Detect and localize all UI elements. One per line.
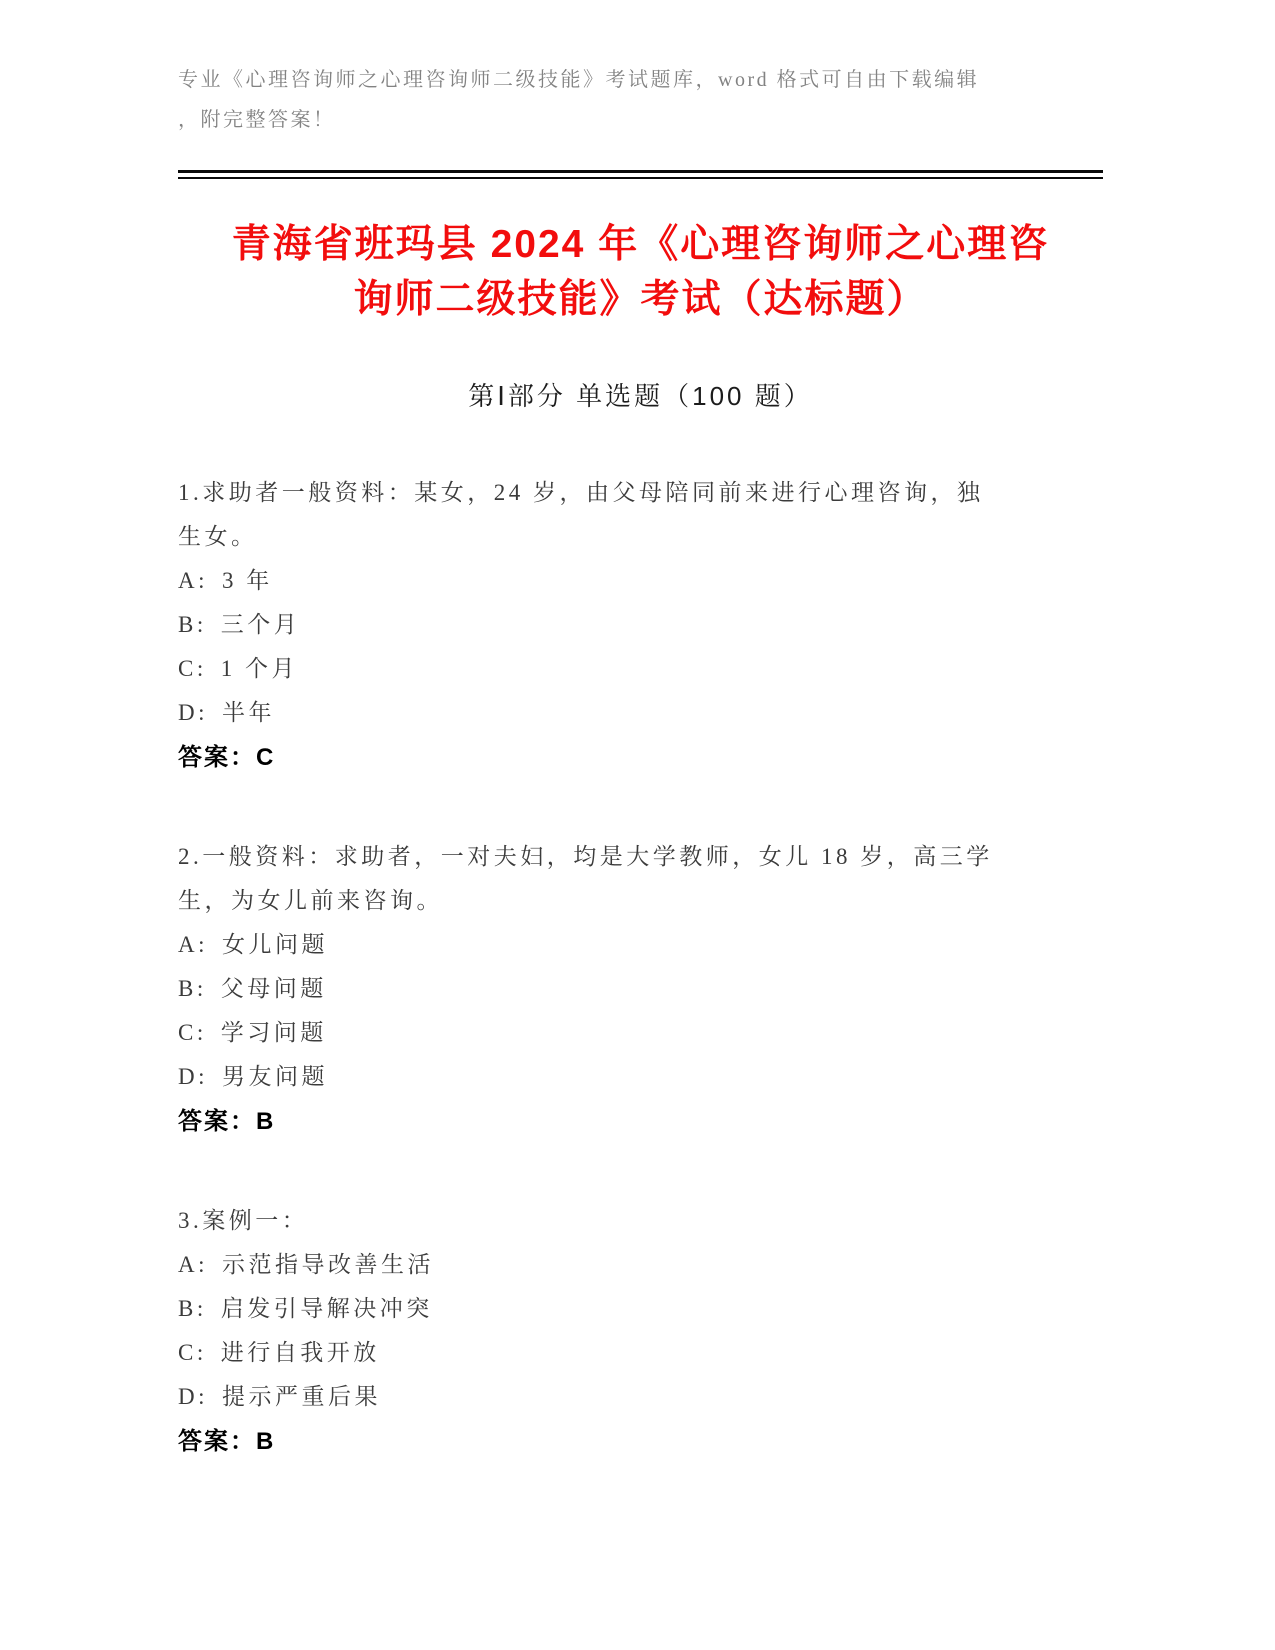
answer-prefix: 答案：: [178, 744, 256, 771]
option-text: 3 年: [222, 568, 273, 593]
option-row: [178, 1287, 1103, 1331]
answer-line: [178, 1419, 1103, 1465]
option-text: 父母问题: [220, 976, 327, 1001]
option-label: D:: [178, 700, 208, 725]
question-block: [178, 471, 1103, 781]
page-title-line: 青海省班玛县 2024 年《心理咨询师之心理咨: [231, 223, 1050, 266]
answer-prefix: 答案：: [178, 1108, 256, 1135]
option-label: A:: [178, 932, 208, 957]
option-text: 学习问题: [220, 1020, 327, 1045]
option-text: 女儿问题: [222, 932, 328, 957]
question-stem-line: 1.求助者一般资料：某女，24 岁，由父母陪同前来进行心理咨询，独: [178, 480, 984, 505]
option-label: C:: [178, 1020, 207, 1045]
question-list: [178, 471, 1103, 1465]
header-note: [178, 0, 1103, 140]
option-label: B:: [178, 976, 207, 1001]
option-text: 1 个月: [220, 656, 298, 681]
option-row: [178, 559, 1103, 603]
option-label: C:: [178, 656, 207, 681]
option-label: A:: [178, 568, 208, 593]
page-title: [178, 217, 1103, 327]
option-text: 男友问题: [222, 1064, 328, 1089]
header-divider-double-rule: [178, 170, 1103, 179]
section-heading: 第Ⅰ部分 单选题（100 题）: [468, 381, 813, 411]
option-row: [178, 1243, 1103, 1287]
answer-value: B: [256, 1108, 276, 1135]
option-label: D:: [178, 1064, 208, 1089]
option-text: 启发引导解决冲突: [220, 1296, 433, 1321]
option-label: D:: [178, 1384, 208, 1409]
option-label: A:: [178, 1252, 208, 1277]
option-row: [178, 923, 1103, 967]
question-stem-line: 生女。: [178, 524, 258, 549]
option-label: B:: [178, 1296, 207, 1321]
option-label: C:: [178, 1340, 207, 1365]
header-note-line: ，附完整答案！: [178, 109, 336, 131]
document-content-column: [178, 0, 1103, 1465]
answer-value: B: [256, 1428, 276, 1455]
option-row: [178, 1011, 1103, 1055]
option-row: [178, 967, 1103, 1011]
answer-value: C: [256, 744, 276, 771]
question-block: [178, 1199, 1103, 1465]
option-row: [178, 1055, 1103, 1099]
option-text: 三个月: [220, 612, 301, 637]
option-row: [178, 647, 1103, 691]
answer-line: [178, 735, 1103, 781]
question-stem-line: 生，为女儿前来咨询。: [178, 888, 443, 913]
option-row: [178, 603, 1103, 647]
answer-prefix: 答案：: [178, 1428, 256, 1455]
option-row: [178, 1375, 1103, 1419]
question-stem-line: 3.案例一：: [178, 1208, 309, 1233]
option-text: 半年: [222, 700, 275, 725]
option-text: 提示严重后果: [222, 1384, 381, 1409]
header-note-line: 专业《心理咨询师之心理咨询师二级技能》考试题库，word 格式可自由下载编辑: [178, 69, 980, 91]
answer-line: [178, 1099, 1103, 1145]
option-label: B:: [178, 612, 207, 637]
option-row: [178, 1331, 1103, 1375]
option-row: [178, 691, 1103, 735]
option-text: 进行自我开放: [220, 1340, 380, 1365]
page-title-line: 询师二级技能》考试（达标题）: [353, 278, 928, 321]
question-stem-line: 2.一般资料：求助者，一对夫妇，均是大学教师，女儿 18 岁，高三学: [178, 844, 993, 869]
option-text: 示范指导改善生活: [222, 1252, 434, 1277]
question-block: [178, 835, 1103, 1145]
